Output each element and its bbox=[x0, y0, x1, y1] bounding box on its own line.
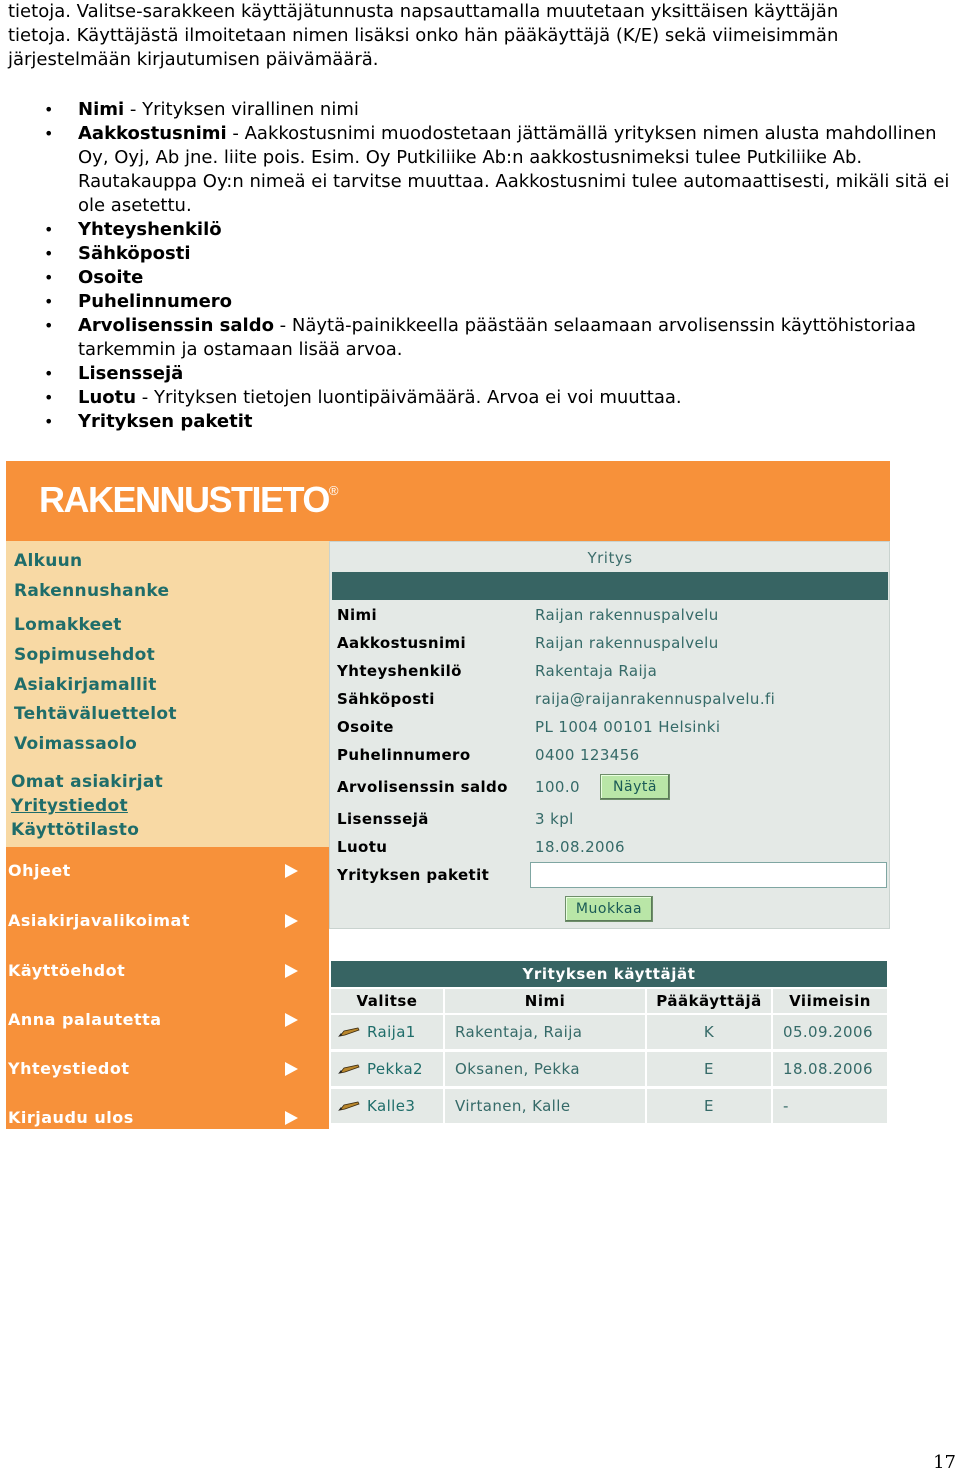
user-admin: E bbox=[647, 1089, 771, 1123]
field-label: Osoite bbox=[332, 714, 526, 740]
menu-item-kayttoehdot[interactable] bbox=[6, 947, 329, 987]
sidebar-item-voimassaolo[interactable]: Voimassaolo bbox=[14, 734, 138, 754]
list-item bbox=[8, 242, 953, 266]
field-label: Arvolisenssin saldo bbox=[332, 770, 526, 804]
logo-text: RAKENNUSTIETO bbox=[39, 479, 329, 520]
field-value: Raijan rakennuspalvelu bbox=[530, 602, 886, 628]
user-last-login: 05.09.2006 bbox=[773, 1015, 887, 1049]
menu-item-asiakirjavalikoimat[interactable] bbox=[6, 897, 329, 937]
company-users-table bbox=[329, 959, 890, 1129]
user-name: Oksanen, Pekka bbox=[445, 1052, 645, 1086]
field-label: Luotu bbox=[332, 834, 526, 860]
user-last-login: 18.08.2006 bbox=[773, 1052, 887, 1086]
arrow-right-icon bbox=[285, 1062, 298, 1076]
list-item-term: Luotu bbox=[78, 387, 137, 408]
field-value: 3 kpl bbox=[530, 806, 886, 832]
sidebar bbox=[6, 541, 329, 1129]
list-item bbox=[8, 266, 953, 290]
form-row-osoite bbox=[332, 714, 888, 740]
edit-button[interactable]: Muokkaa bbox=[565, 896, 653, 922]
logo bbox=[39, 479, 338, 521]
field-value: 0400 123456 bbox=[530, 742, 886, 768]
list-item bbox=[8, 386, 953, 410]
list-item-term: Nimi bbox=[78, 99, 125, 120]
menu-item-yhteystiedot[interactable] bbox=[6, 1045, 329, 1085]
sidebar-orange-menu bbox=[6, 847, 329, 1129]
list-item-term: Yhteyshenkilö bbox=[78, 219, 222, 240]
sidebar-item-kayttotilasto[interactable]: Käyttötilasto bbox=[11, 820, 140, 840]
field-label: Nimi bbox=[332, 602, 526, 628]
company-form bbox=[329, 541, 890, 929]
form-title-bar bbox=[332, 572, 888, 600]
list-item bbox=[8, 362, 953, 386]
field-description-list bbox=[8, 98, 953, 434]
field-label: Puhelinnumero bbox=[332, 742, 526, 768]
column-header-viimeisin: Viimeisin bbox=[773, 989, 887, 1013]
form-row-yhteyshenkilo bbox=[332, 658, 888, 684]
form-row-lisensseja bbox=[332, 806, 888, 832]
arrow-right-icon bbox=[285, 914, 298, 928]
list-item-term: Puhelinnumero bbox=[78, 291, 233, 312]
select-cell[interactable] bbox=[331, 1015, 443, 1049]
list-item bbox=[8, 410, 953, 434]
list-item-desc: - Yrityksen tietojen luontipäivämäärä. Arvoa ei voi muuttaa. bbox=[136, 387, 682, 408]
form-row-aakkostusnimi bbox=[332, 630, 888, 656]
field-value: Raijan rakennuspalvelu bbox=[530, 630, 886, 656]
list-item-term: Sähköposti bbox=[78, 243, 191, 264]
select-cell[interactable] bbox=[331, 1089, 443, 1123]
table-title: Yrityksen käyttäjät bbox=[331, 961, 887, 987]
menu-item-label: Yhteystiedot bbox=[8, 1059, 130, 1078]
sidebar-item-sopimusehdot[interactable]: Sopimusehdot bbox=[14, 645, 156, 665]
list-item bbox=[8, 314, 953, 362]
pencil-icon bbox=[338, 1101, 360, 1111]
user-admin: E bbox=[647, 1052, 771, 1086]
list-item-term: Osoite bbox=[78, 267, 144, 288]
list-item-desc: - Aakkostusnimi muodostetaan jättämällä yrityksen nimen alusta mahdollinen Oy, Oyj, Ab jne. liite pois. Esim. Oy Putkiliike Ab:n aakkostusnimeksi tulee Putkiliike Ab. Rautakauppa Oy:n nimeä ei tarvitse muuttaa. Aakkostusnimi tulee automaattisesti, mikäli sitä ei ole asetettu. bbox=[78, 123, 950, 216]
user-admin: K bbox=[647, 1015, 771, 1049]
menu-item-ohjeet[interactable] bbox=[6, 847, 329, 887]
menu-item-label: Ohjeet bbox=[8, 861, 71, 880]
menu-item-anna-palautetta[interactable] bbox=[6, 996, 329, 1036]
list-item-term: Lisenssejä bbox=[78, 363, 184, 384]
field-label: Lisenssejä bbox=[332, 806, 526, 832]
field-label: Yhteyshenkilö bbox=[332, 658, 526, 684]
menu-item-label: Asiakirjavalikoimat bbox=[8, 911, 190, 930]
registered-mark: ® bbox=[328, 483, 339, 498]
sidebar-menu bbox=[6, 541, 329, 767]
column-header-nimi: Nimi bbox=[445, 989, 645, 1013]
user-login-link[interactable]: Raija1 bbox=[367, 1023, 416, 1041]
page-number: 17 bbox=[933, 1452, 956, 1473]
list-item-desc: - Näytä-painikkeella päästään selaamaan arvolisenssin käyttöhistoriaa tarkemmin ja ostamaan lisää arvoa. bbox=[78, 315, 917, 360]
menu-item-label: Kirjaudu ulos bbox=[8, 1108, 134, 1127]
form-title: Yritys bbox=[332, 544, 888, 572]
arrow-right-icon bbox=[285, 1013, 298, 1027]
list-item bbox=[8, 290, 953, 314]
user-name: Virtanen, Kalle bbox=[445, 1089, 645, 1123]
menu-item-label: Käyttöehdot bbox=[8, 961, 126, 980]
user-last-login: - bbox=[773, 1089, 887, 1123]
user-name: Rakentaja, Raija bbox=[445, 1015, 645, 1049]
app-screenshot bbox=[6, 461, 890, 1129]
list-item bbox=[8, 218, 953, 242]
form-row-sahkoposti bbox=[332, 686, 888, 712]
field-value: PL 1004 00101 Helsinki bbox=[530, 714, 886, 740]
packages-field[interactable] bbox=[530, 862, 887, 888]
main-panel bbox=[329, 541, 890, 1129]
intro-paragraph bbox=[8, 0, 953, 72]
menu-item-kirjaudu-ulos[interactable] bbox=[6, 1094, 329, 1134]
sidebar-item-asiakirjamallit[interactable]: Asiakirjamallit bbox=[14, 675, 157, 695]
list-item-term: Arvolisenssin saldo bbox=[78, 315, 274, 336]
pencil-icon bbox=[338, 1064, 360, 1074]
user-login-link[interactable]: Kalle3 bbox=[367, 1097, 416, 1115]
sidebar-item-lomakkeet[interactable]: Lomakkeet bbox=[14, 615, 122, 635]
sidebar-secondary-menu bbox=[6, 767, 329, 847]
intro-line: tietoja. Valitse-sarakkeen käyttäjätunnusta napsauttamalla muutetaan yksittäisen käyttäjän bbox=[8, 1, 839, 22]
form-row-yrityksen-paketit bbox=[332, 862, 888, 888]
intro-line: järjestelmään kirjautumisen päivämäärä. bbox=[8, 49, 379, 70]
app-header bbox=[6, 461, 890, 541]
field-label: Aakkostusnimi bbox=[332, 630, 526, 656]
field-value: 18.08.2006 bbox=[530, 834, 886, 860]
sidebar-item-tehtavaluettelot[interactable]: Tehtäväluettelot bbox=[14, 704, 177, 724]
arrow-right-icon bbox=[285, 1111, 298, 1125]
pencil-icon bbox=[338, 1027, 360, 1037]
column-header-paakayttaja: Pääkäyttäjä bbox=[647, 989, 771, 1013]
select-cell[interactable] bbox=[331, 1052, 443, 1086]
sidebar-item-alkuun[interactable]: Alkuun bbox=[14, 551, 83, 571]
list-item-desc: - Yrityksen virallinen nimi bbox=[124, 99, 359, 120]
sidebar-item-yritystiedot[interactable]: Yritystiedot bbox=[11, 796, 128, 816]
list-item bbox=[8, 98, 953, 122]
user-login-link[interactable]: Pekka2 bbox=[367, 1060, 423, 1078]
field-value bbox=[530, 770, 886, 804]
arrow-right-icon bbox=[285, 864, 298, 878]
show-balance-button[interactable]: Näytä bbox=[600, 774, 670, 800]
field-label: Sähköposti bbox=[332, 686, 526, 712]
column-header-valitse: Valitse bbox=[331, 989, 443, 1013]
form-row-nimi bbox=[332, 602, 888, 628]
field-label: Yrityksen paketit bbox=[332, 862, 526, 888]
arrow-right-icon bbox=[285, 964, 298, 978]
form-row-luotu bbox=[332, 834, 888, 860]
sidebar-item-omat-asiakirjat[interactable]: Omat asiakirjat bbox=[11, 772, 164, 792]
list-item-term: Yrityksen paketit bbox=[78, 411, 253, 432]
saldo-value: 100.0 bbox=[535, 778, 580, 796]
sidebar-item-rakennushanke[interactable]: Rakennushanke bbox=[14, 581, 170, 601]
form-row-puhelinnumero bbox=[332, 742, 888, 768]
list-item-term: Aakkostusnimi bbox=[78, 123, 227, 144]
menu-item-label: Anna palautetta bbox=[8, 1010, 162, 1029]
list-item bbox=[8, 122, 953, 218]
field-value: Rakentaja Raija bbox=[530, 658, 886, 684]
form-row-arvolisenssin-saldo bbox=[332, 770, 888, 804]
field-value: raija@raijanrakennuspalvelu.fi bbox=[530, 686, 886, 712]
intro-line: tietoja. Käyttäjästä ilmoitetaan nimen lisäksi onko hän pääkäyttäjä (K/E) sekä viimeisimmän bbox=[8, 25, 839, 46]
